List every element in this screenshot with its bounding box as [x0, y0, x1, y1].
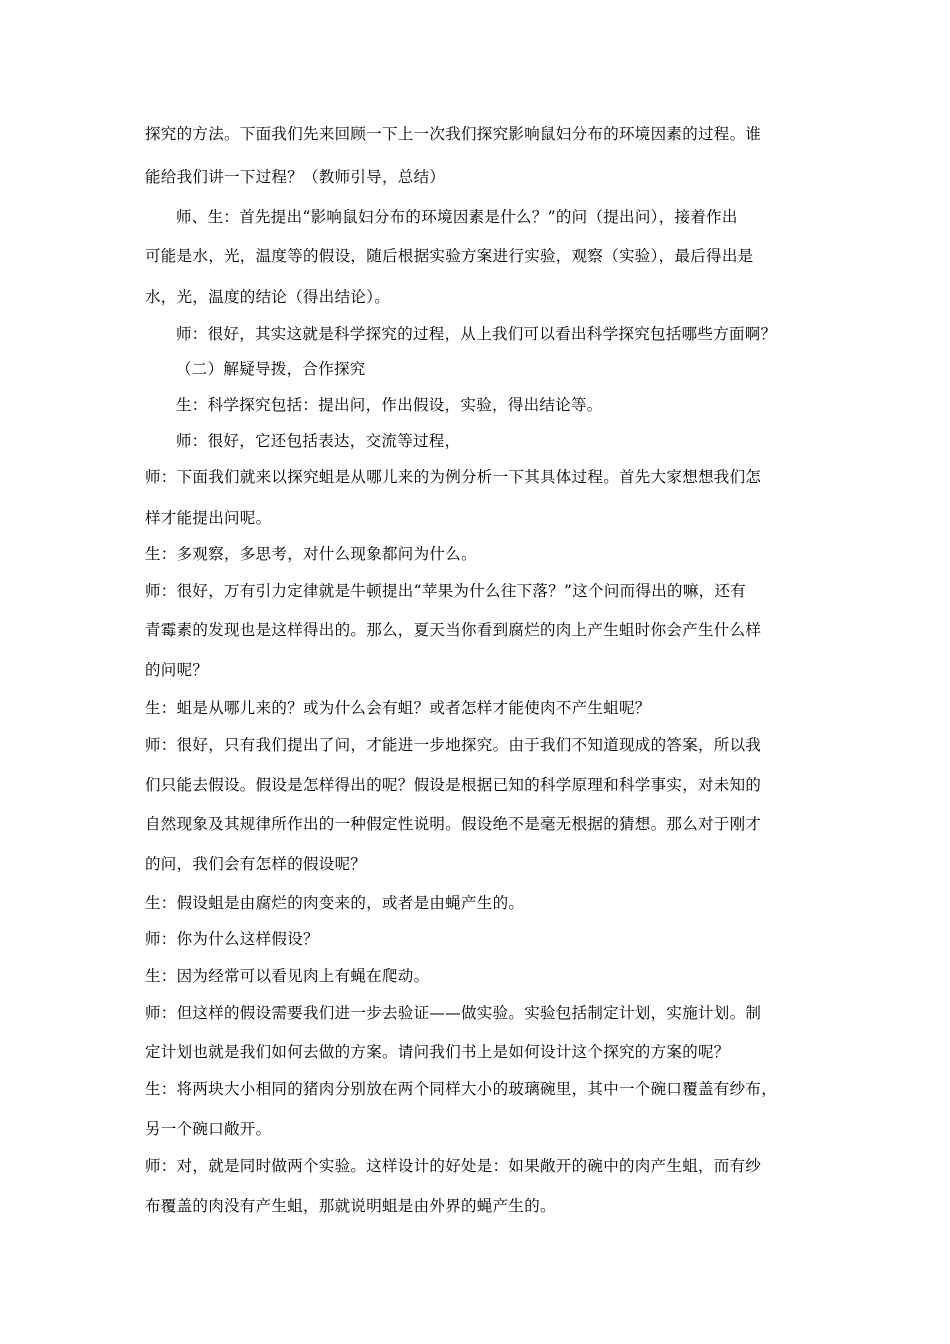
text-line: 师、生：首先提出“影响鼠妇分布的环境因素是什么？”的问（提出问），接着作出 [176, 208, 738, 226]
text-line: 青霉素的发现也是这样得出的。那么，夏天当你看到腐烂的肉上产生蛆时你会产生什么样 [145, 621, 762, 639]
text-line: 师：很好，其实这就是科学探究的过程，从上我们可以看出科学探究包括哪些方面啊？ [176, 325, 777, 343]
text-line: 样才能提出问呢。 [145, 509, 272, 527]
text-line: 师：对，就是同时做两个实验。这样设计的好处是：如果敞开的碗中的肉产生蛆，而有纱 [145, 1157, 762, 1175]
text-line: 师：很好，它还包括表达，交流等过程， [176, 432, 461, 450]
text-line: 生：多观察，多思考，对什么现象都问为什么。 [145, 545, 477, 563]
text-line: 师：但这样的假设需要我们进一步去验证——做实验。实验包括制定计划，实施计划。制 [145, 1004, 762, 1022]
text-line: 师：很好，万有引力定律就是牛顿提出“苹果为什么往下落？”这个问而得出的嘛，还有 [145, 582, 747, 600]
text-line: 定计划也就是我们如何去做的方案。请问我们书上是如何设计这个探究的方案的呢？ [145, 1043, 730, 1061]
text-line: 师：下面我们就来以探究蛆是从哪儿来的为例分析一下其具体过程。首先大家想想我们怎 [145, 468, 762, 486]
text-line: 的问呢？ [145, 661, 209, 679]
text-line: 生：因为经常可以看见肉上有蝇在爬动。 [145, 967, 430, 985]
text-line: 布覆盖的肉没有产生蛆，那就说明蛆是由外界的蝇产生的。 [145, 1197, 556, 1215]
text-line: 生：科学探究包括：提出问，作出假设，实验，得出结论等。 [176, 396, 603, 414]
section-heading: （二）解疑导拨，合作探究 [176, 360, 366, 378]
text-line: 生：将两块大小相同的猪肉分别放在两个同样大小的玻璃碗里，其中一个碗口覆盖有纱布， [145, 1080, 778, 1098]
text-line: 师：你为什么这样假设？ [145, 930, 319, 948]
text-line: 可能是水，光，温度等的假设，随后根据实验方案进行实验，观察（实验），最后得出是 [145, 247, 754, 265]
text-line: 另一个碗口敞开。 [145, 1120, 272, 1138]
text-line: 生：假设蛆是由腐烂的肉变来的，或者是由蝇产生的。 [145, 894, 525, 912]
text-line: 探究的方法。下面我们先来回顾一下上一次我们探究影响鼠妇分布的环境因素的过程。谁 [145, 125, 762, 143]
text-line: 自然现象及其规律所作出的一种假定性说明。假设绝不是毫无根据的猜想。那么对于刚才 [145, 815, 762, 833]
text-line: 水，光，温度的结论（得出结论）。 [145, 288, 391, 306]
text-line: 的问，我们会有怎样的假设呢？ [145, 855, 367, 873]
text-line: 们只能去假设。假设是怎样得出的呢？假设是根据已知的科学原理和科学事实，对未知的 [145, 776, 762, 794]
text-line: 能给我们讲一下过程？（教师引导，总结） [145, 168, 446, 186]
text-line: 师：很好，只有我们提出了问，才能进一步地探究。由于我们不知道现成的答案，所以我 [145, 736, 762, 754]
text-line: 生：蛆是从哪儿来的？或为什么会有蛆？或者怎样才能使肉不产生蛆呢？ [145, 699, 651, 717]
